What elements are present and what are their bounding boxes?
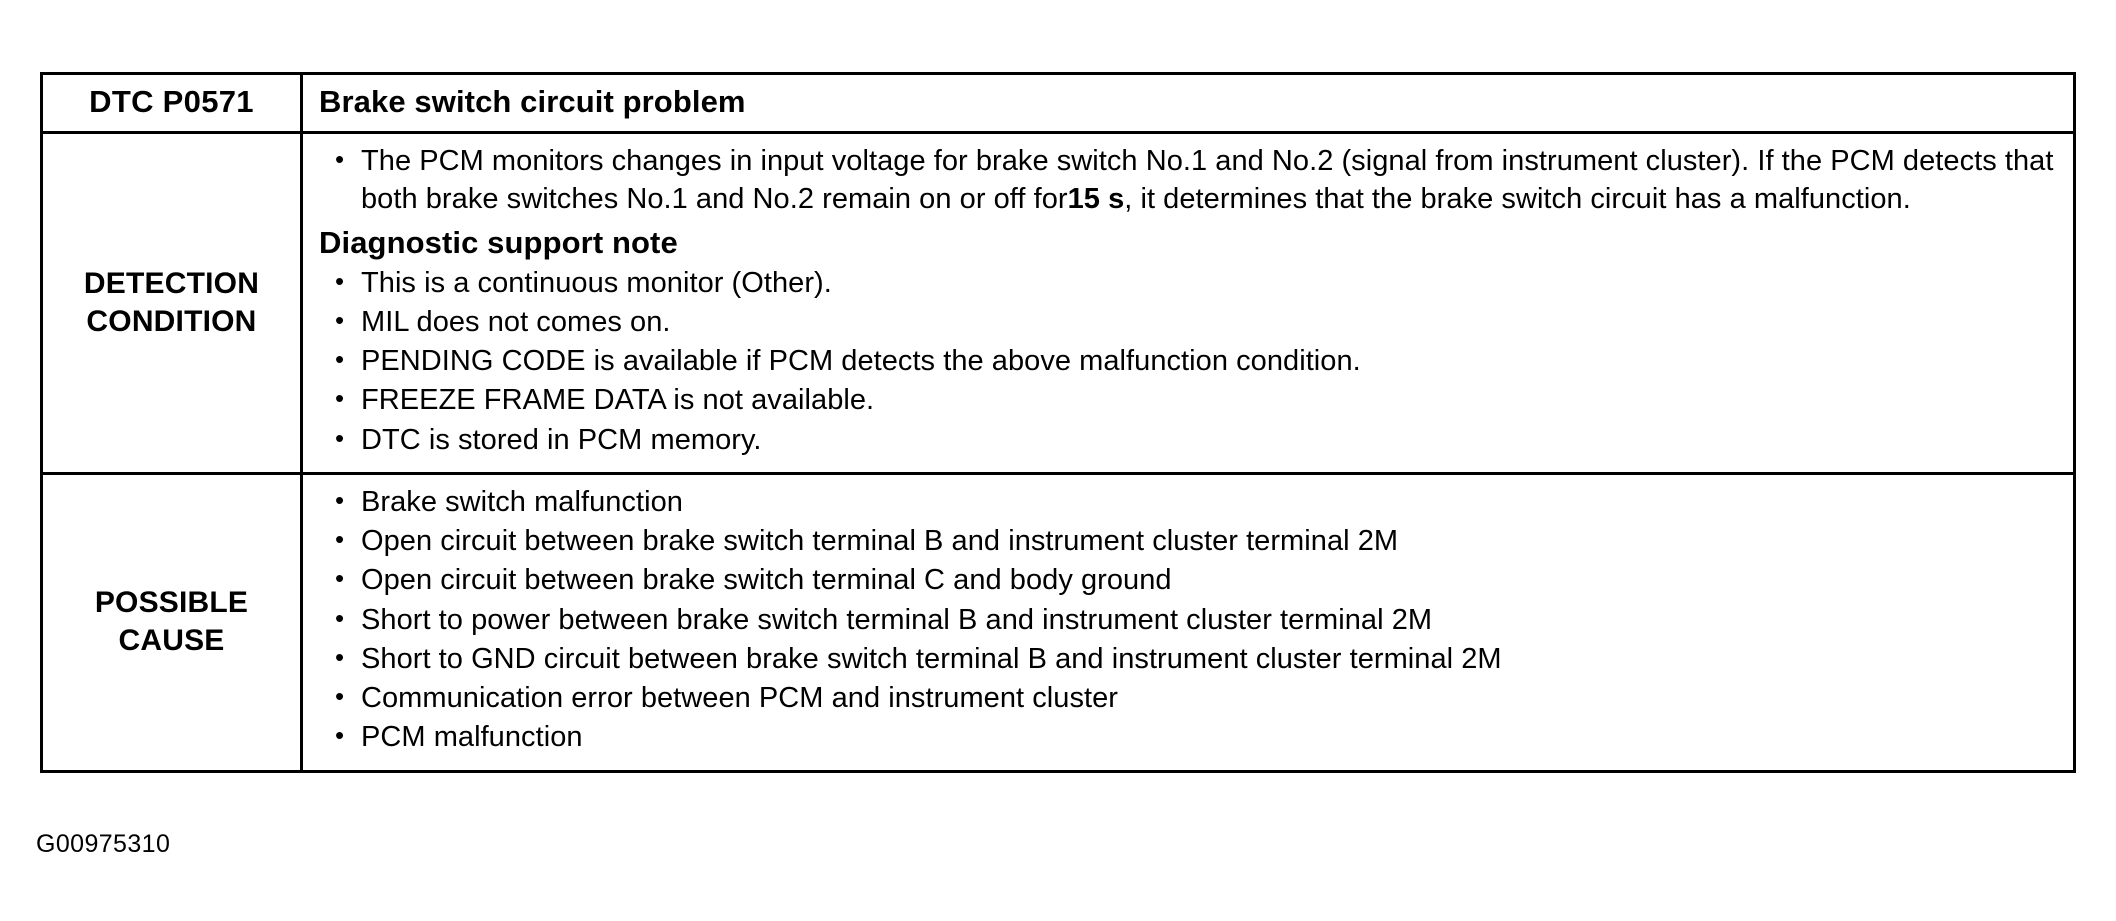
list-item: • Open circuit between brake switch terminal C and body ground (319, 561, 2059, 599)
detection-primary-bullet-list (319, 142, 2059, 219)
possible-cause-body (303, 475, 2073, 770)
list-item: • This is a continuous monitor (Other). (319, 264, 2059, 302)
possible-cause-label-line2: CAUSE (118, 624, 225, 658)
possible-cause-label (43, 580, 300, 664)
diagnostic-support-note-list (319, 264, 2059, 459)
table-row-header (42, 74, 2075, 133)
table-row-detection-condition (42, 133, 2075, 474)
dtc-title-cell (302, 74, 2075, 133)
detection-bullet-part-bold: 15 s (1067, 183, 1125, 216)
list-item: • DTC is stored in PCM memory. (319, 421, 2059, 459)
figure-id: G00975310 (36, 830, 171, 858)
list-item: • Open circuit between brake switch terminal B and instrument cluster terminal 2M (319, 522, 2059, 560)
list-item (319, 142, 2059, 219)
detection-bullet-part-before: The PCM monitors changes in input voltage for brake switch No.1 and No.2 (signal from instrument cluster). If the PCM detects that both brake switches No.1 and No.2 remain on or off for (361, 145, 2054, 216)
detection-condition-content-cell (302, 133, 2075, 474)
list-item: • MIL does not comes on. (319, 303, 2059, 341)
dtc-table (40, 72, 2076, 773)
detection-condition-label (43, 261, 300, 345)
detection-condition-label-cell (42, 133, 302, 474)
list-item: • Communication error between PCM and instrument cluster (319, 679, 2059, 717)
detection-condition-label-line2: CONDITION (86, 304, 257, 338)
diagnostic-support-note-heading: Diagnostic support note (319, 224, 678, 260)
dtc-title-text: Brake switch circuit problem (319, 84, 746, 119)
list-item: • Short to power between brake switch terminal B and instrument cluster terminal 2M (319, 601, 2059, 639)
list-item: • Brake switch malfunction (319, 483, 2059, 521)
possible-cause-list (319, 483, 2059, 757)
possible-cause-label-line1: POSSIBLE (94, 586, 249, 620)
table-row-possible-cause (42, 473, 2075, 771)
possible-cause-label-cell (42, 473, 302, 771)
detection-condition-body (303, 134, 2073, 472)
list-item: • FREEZE FRAME DATA is not available. (319, 381, 2059, 419)
list-item: • PCM malfunction (319, 718, 2059, 756)
list-item: • Short to GND circuit between brake switch terminal B and instrument cluster terminal 2M (319, 640, 2059, 678)
dtc-code-cell (42, 74, 302, 133)
list-item: • PENDING CODE is available if PCM detects the above malfunction condition. (319, 342, 2059, 380)
dtc-code-text: DTC P0571 (89, 84, 254, 119)
detection-condition-label-line1: DETECTION (83, 267, 260, 301)
detection-bullet-part-after: , it determines that the brake switch circuit has a malfunction. (1124, 183, 1911, 216)
possible-cause-content-cell (302, 473, 2075, 771)
